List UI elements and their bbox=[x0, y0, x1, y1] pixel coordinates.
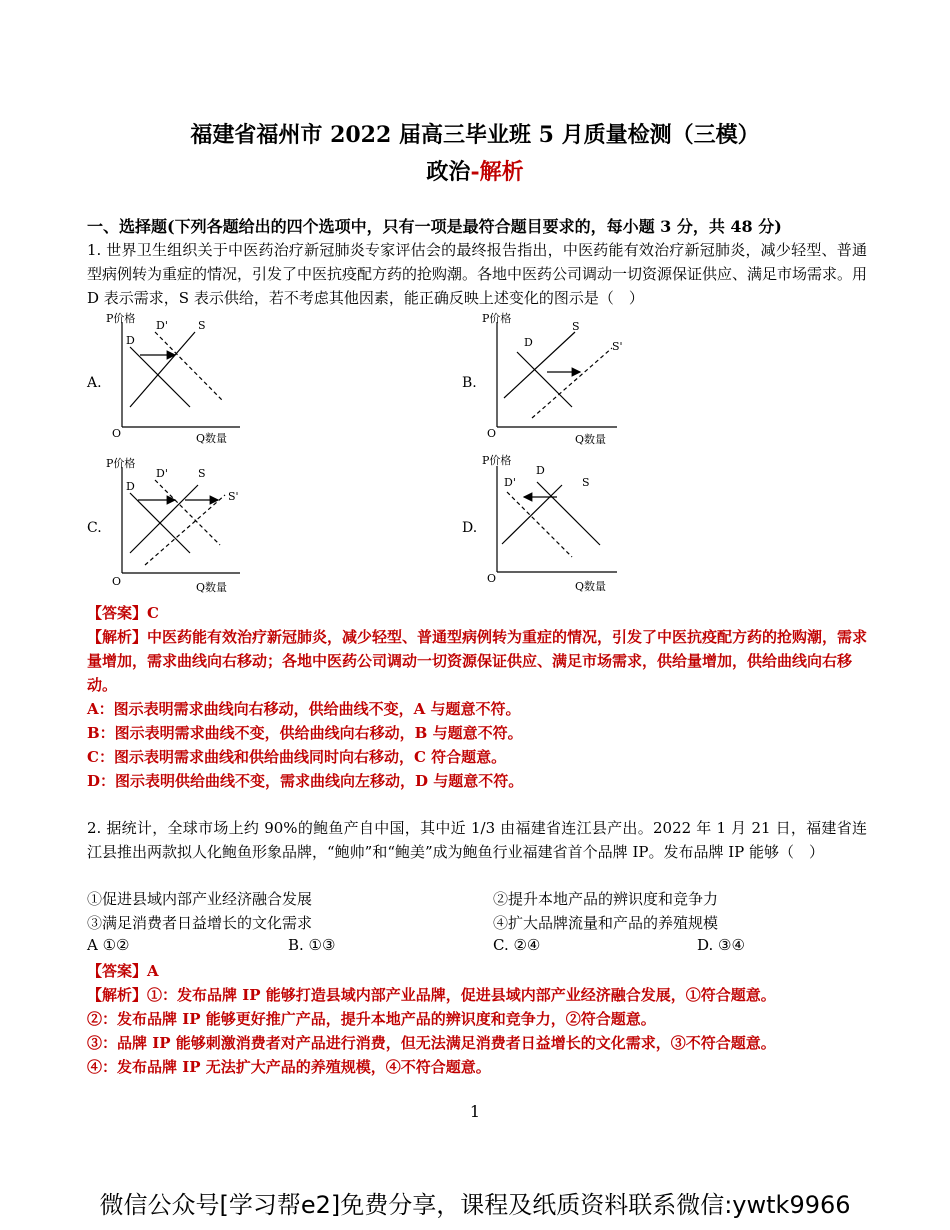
d-label: D bbox=[126, 334, 135, 347]
s-label: S bbox=[198, 319, 206, 332]
svg-text:D: D bbox=[126, 480, 135, 493]
q1-graph-a bbox=[100, 312, 260, 452]
q2-analysis-4: ④：发布品牌 IP 无法扩大产品的养殖规模，④不符合题意。 bbox=[87, 1058, 491, 1076]
q2-choice-b: B. ①③ bbox=[288, 936, 336, 954]
svg-text:D: D bbox=[524, 336, 533, 349]
q1-explain-d: D：图示表明供给曲线不变，需求曲线向左移动，D 与题意不符。 bbox=[87, 772, 524, 790]
svg-text:S: S bbox=[198, 467, 206, 480]
subject-label: 政治 bbox=[426, 159, 471, 185]
q1-explain-b: B：图示表明需求曲线不变，供给曲线向右移动，B 与题意不符。 bbox=[87, 724, 523, 742]
q2-analysis-1: 【解析】①：发布品牌 IP 能够打造县域内部产业品牌，促进县域内部产业经济融合发展，①符合题意。 bbox=[87, 986, 776, 1004]
q2-item-3: ③满足消费者日益增长的文化需求 bbox=[87, 914, 313, 932]
footer-notice: 微信公众号[学习帮e2]免费分享，课程及纸质资料联系微信:ywtk9966 bbox=[99, 1191, 851, 1219]
q1-graph-c bbox=[100, 455, 260, 597]
q2-choice-d: D. ③④ bbox=[697, 936, 745, 954]
q2-answer: 【答案】A bbox=[87, 962, 159, 980]
q2-choice-c: C. ②④ bbox=[493, 936, 541, 954]
q1-stem: 1. 世界卫生组织关于中医药治疗新冠肺炎专家评估会的最终报告指出，中医药能有效治疗新冠肺炎，减少轻型、普通型病例转为重症的情况，引发了中医抗疫配方药的抢购潮。各地中医药公司调动一切资源保证供应、满足市场需求。用 D 表示需求，S 表示供给，若不考虑其他因素，能正确反映上述变化的图示是（ ） bbox=[87, 241, 868, 307]
q1-answer: 【答案】C bbox=[87, 604, 159, 622]
svg-text:P价格: P价格 bbox=[106, 457, 136, 470]
q2-analysis-2: ②：发布品牌 IP 能够更好推广产品，提升本地产品的辨识度和竞争力，②符合题意。 bbox=[87, 1010, 656, 1028]
svg-text:O: O bbox=[112, 575, 122, 588]
q1-explain-a: A：图示表明需求曲线向右移动，供给曲线不变，A 与题意不符。 bbox=[87, 700, 521, 718]
q1-graph-d bbox=[472, 452, 642, 594]
svg-text:P价格: P价格 bbox=[482, 312, 512, 325]
axis-p-label: P价格 bbox=[106, 312, 136, 325]
q1-graph-b bbox=[472, 310, 642, 450]
svg-text:S': S' bbox=[228, 490, 239, 503]
svg-text:S: S bbox=[582, 476, 590, 489]
axis-q-label: Q数量 bbox=[196, 432, 228, 445]
origin-label: O bbox=[112, 427, 122, 440]
svg-text:D: D bbox=[536, 464, 545, 477]
q2-item-4: ④扩大品牌流量和产品的养殖规模 bbox=[493, 914, 719, 932]
svg-text:S: S bbox=[572, 320, 580, 333]
d-prime-label: D' bbox=[156, 319, 168, 332]
q2-analysis-3: ③：品牌 IP 能够刺激消费者对产品进行消费，但无法满足消费者日益增长的文化需求，③不符合题意。 bbox=[87, 1034, 776, 1052]
svg-text:O: O bbox=[487, 572, 497, 585]
q1-explain-c: C：图示表明需求曲线和供给曲线同时向右移动，C 符合题意。 bbox=[87, 748, 507, 766]
svg-text:D': D' bbox=[156, 467, 168, 480]
q2-item-2: ②提升本地产品的辨识度和竞争力 bbox=[493, 890, 719, 908]
supply-curve bbox=[504, 332, 575, 398]
q1-analysis: 【解析】中医药能有效治疗新冠肺炎，减少轻型、普通型病例转为重症的情况，引发了中医抗疫配方药的抢购潮，需求量增加，需求曲线向右移动；各地中医药公司调动一切资源保证供应、满足市场需求，供给量增加，供给曲线向右移动。 bbox=[87, 628, 868, 694]
svg-text:Q数量: Q数量 bbox=[575, 580, 607, 593]
svg-text:Q数量: Q数量 bbox=[575, 433, 607, 446]
q1-option-d-label: D. bbox=[462, 520, 478, 536]
q1-option-b-label: B. bbox=[462, 375, 477, 391]
svg-text:O: O bbox=[487, 427, 497, 440]
q2-choice-a: A ①② bbox=[87, 936, 130, 954]
subject-suffix: -解析 bbox=[470, 159, 524, 185]
svg-text:D': D' bbox=[504, 476, 516, 489]
page-subtitle bbox=[0, 155, 950, 186]
section-title: 一、选择题(下列各题给出的四个选项中，只有一项是最符合题目要求的，每小题 3 分，共 48 分) bbox=[87, 217, 782, 236]
supply-curve-shifted bbox=[532, 348, 612, 418]
demand-curve bbox=[130, 347, 190, 407]
svg-text:S': S' bbox=[612, 340, 623, 353]
q1-option-c-label: C. bbox=[87, 520, 102, 536]
page-number: 1 bbox=[469, 1102, 481, 1121]
q1-option-a-label: A. bbox=[87, 375, 102, 391]
supply-curve bbox=[130, 332, 195, 407]
q2-item-1: ①促进县域内部产业经济融合发展 bbox=[87, 890, 313, 908]
svg-text:P价格: P价格 bbox=[482, 454, 512, 467]
q2-stem: 2. 据统计，全球市场上约 90%的鲍鱼产自中国，其中近 1/3 由福建省连江县产出。2022 年 1 月 21 日，福建省连江县推出两款拟人化鲍鱼形象品牌，“鲍帅”和“鲍美”成为鲍鱼行业福建省首个品牌 IP。发布品牌 IP 能够（ ） bbox=[87, 819, 867, 861]
page-title: 福建省福州市 2022 届高三毕业班 5 月质量检测（三模） bbox=[190, 122, 760, 148]
svg-text:Q数量: Q数量 bbox=[196, 581, 228, 594]
